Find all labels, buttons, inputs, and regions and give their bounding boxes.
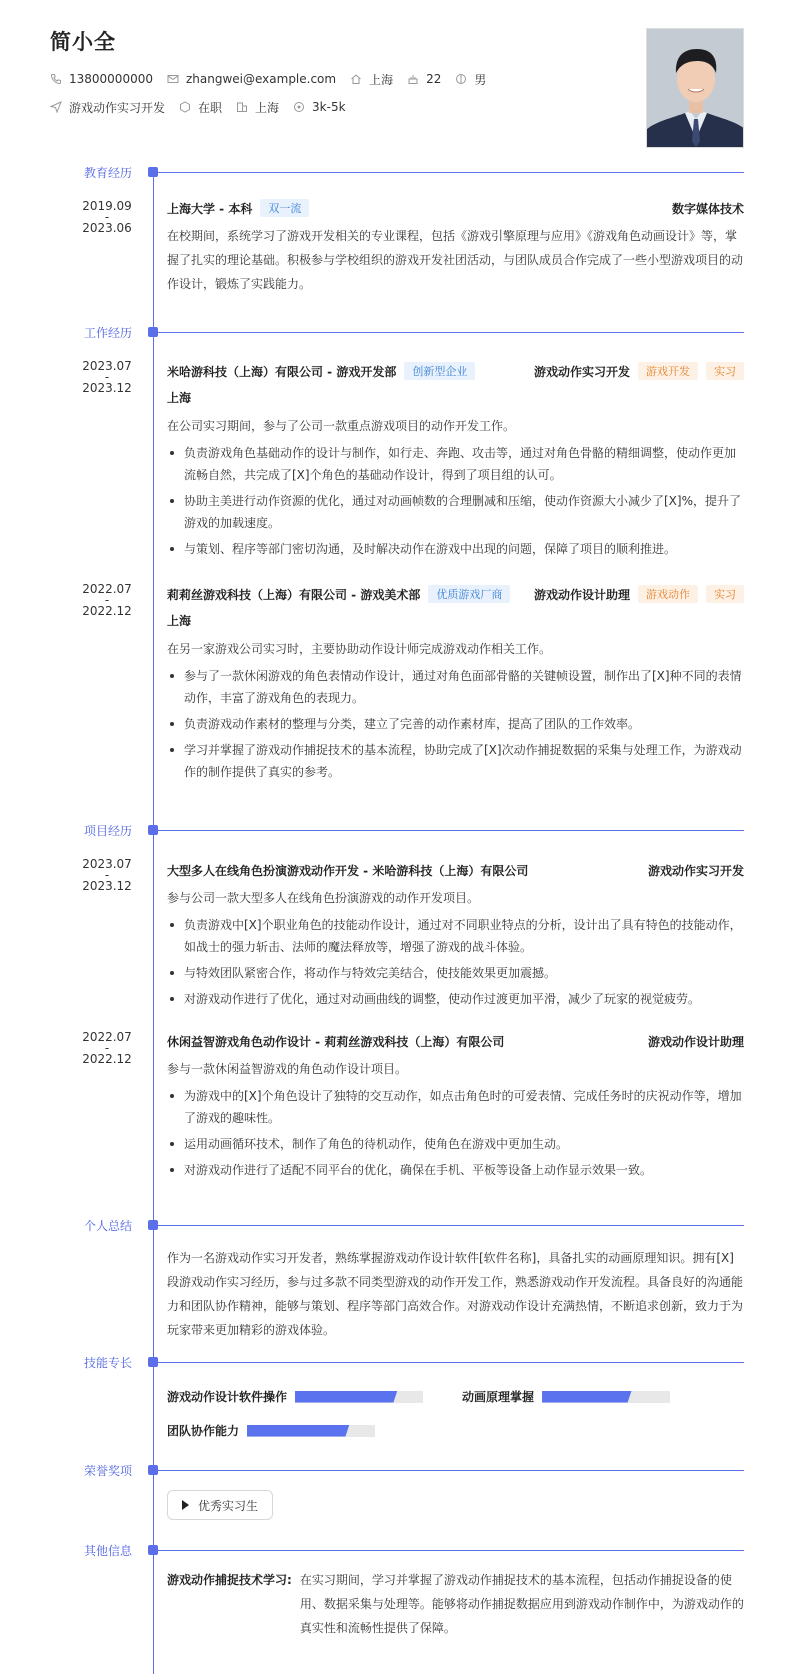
list-item: 负责游戏中[X]个职业角色的技能动作设计，通过对不同职业特点的分析，设计出了具有特色的技能动作，如战士的强力斩击、法师的魔法释放等，增强了游戏的战斗体验。	[167, 914, 744, 958]
skill-bar	[247, 1425, 375, 1437]
list-item: 与策划、程序等部门密切沟通，及时解决动作在游戏中出现的问题，保障了项目的顺利推进。	[167, 538, 744, 560]
timeline-line	[153, 172, 154, 1674]
profile-photo	[646, 28, 744, 148]
contact-row	[50, 70, 650, 88]
resume-header	[50, 26, 650, 116]
section-divider	[158, 1470, 744, 1471]
company-name: 莉莉丝游戏科技（上海）有限公司 - 游戏美术部	[167, 587, 421, 602]
date-start: 2022.07	[82, 1030, 132, 1044]
job-type-tag: 实习	[706, 585, 744, 603]
location-text: 上海	[369, 72, 394, 87]
target-job-text: 游戏动作实习开发	[69, 100, 166, 115]
project-title: 大型多人在线角色扮演游戏动作开发 - 米哈游科技（上海）有限公司	[167, 863, 529, 878]
list-item: 负责游戏角色基础动作的设计与制作，如行走、奔跑、攻击等，通过对角色骨骼的精细调整，使动作更加流畅自然，共完成了[X]个角色的基础动作设计，得到了项目组的认可。	[167, 442, 744, 486]
education-entry	[167, 198, 744, 296]
section-divider	[158, 830, 744, 831]
list-item: 参与了一款休闲游戏的角色表情动作设计，通过对角色面部骨骼的关键帧设置，制作出了[X]种不同的表情动作，丰富了游戏角色的表现力。	[167, 665, 744, 709]
education-date	[78, 200, 136, 234]
education-desc: 在校期间，系统学习了游戏开发相关的专业课程，包括《游戏引擎原理与应用》《游戏角色动画设计》等，掌握了扎实的理论基础。积极参与学校组织的游戏开发社团活动，与团队成员合作完成了一些小型游戏项目的动作设计，锻炼了实践能力。	[167, 229, 744, 291]
education-title: 教育经历	[84, 166, 133, 180]
project-date-2	[78, 1031, 136, 1065]
status-info	[179, 99, 222, 116]
section-marker	[148, 1545, 158, 1555]
job-tag: 游戏开发	[638, 362, 698, 380]
status-icon	[179, 101, 191, 113]
work-city: 上海	[167, 614, 192, 628]
email-text: zhangwei@example.com	[185, 72, 337, 86]
section-divider	[158, 172, 744, 173]
project-date-1	[78, 858, 136, 892]
list-item: 与特效团队紧密合作，将动作与特效完美结合，使技能效果更加震撼。	[167, 962, 744, 984]
location-info	[350, 71, 393, 88]
list-item: 协助主美进行动作资源的优化，通过对动画帧数的合理删减和压缩，使动作资源大小减少了[X]%，提升了游戏的加载速度。	[167, 490, 744, 534]
skill-bar	[295, 1391, 423, 1403]
entry-head	[167, 361, 744, 381]
skill-name: 游戏动作设计软件操作	[167, 1390, 288, 1404]
date-start: 2023.07	[82, 359, 132, 373]
job-role: 游戏动作实习开发	[533, 364, 630, 379]
work-city: 上海	[167, 391, 192, 405]
skill-bar	[542, 1391, 670, 1403]
section-divider	[158, 1362, 744, 1363]
skill-item	[167, 1422, 375, 1439]
project-desc: 参与公司一款大型多人在线角色扮演游戏的动作开发项目。	[167, 891, 480, 905]
date-dash: -	[104, 868, 110, 882]
date-dash: -	[104, 593, 110, 607]
cake-icon	[407, 73, 419, 85]
list-item: 为游戏中的[X]个角色设计了独特的交互动作，如点击角色时的可爱表情、完成任务时的庆祝动作等，增加了游戏的趣味性。	[167, 1085, 744, 1129]
skill-name: 团队协作能力	[167, 1424, 240, 1438]
date-end: 2022.12	[82, 1052, 132, 1066]
job-tag: 游戏动作	[638, 585, 698, 603]
entry-head	[167, 584, 744, 604]
work-desc: 在公司实习期间，参与了公司一款重点游戏项目的动作开发工作。	[167, 419, 516, 433]
age-info	[407, 72, 441, 86]
section-marker	[148, 1220, 158, 1230]
job-type-tag: 实习	[706, 362, 744, 380]
project-desc: 参与一款休闲益智游戏的角色动作设计项目。	[167, 1062, 408, 1076]
date-dash: -	[104, 370, 110, 384]
project-role: 游戏动作设计助理	[647, 1034, 744, 1049]
section-marker	[148, 1465, 158, 1475]
home-icon	[350, 73, 362, 85]
summary-text: 作为一名游戏动作实习开发者，熟练掌握游戏动作设计软件[软件名称]，具备扎实的动画原理知识。拥有[X]段游戏动作实习经历，参与过多款不同类型游戏的动作开发工作，熟悉游戏动作开发流程。具备良好的沟通能力和团队协作精神，能够与策划、程序等部门高效合作。对游戏动作设计充满热情，不断追求创新，致力于为玩家带来更加精彩的游戏体验。	[167, 1251, 744, 1337]
work-title: 工作经历	[84, 326, 133, 340]
project-bullets	[167, 1085, 744, 1181]
section-divider	[158, 1225, 744, 1226]
date-end: 2023.12	[82, 381, 132, 395]
date-end: 2023.12	[82, 879, 132, 893]
work-entry-2	[167, 584, 744, 783]
skill-name: 动画原理掌握	[462, 1390, 535, 1404]
section-marker	[148, 327, 158, 337]
skill-fill	[542, 1391, 632, 1403]
salary-text: 3k-5k	[312, 100, 346, 114]
date-end: 2022.12	[82, 604, 132, 618]
skill-fill	[295, 1391, 397, 1403]
phone-info	[50, 72, 153, 86]
work-bullets	[167, 665, 744, 783]
date-dash: -	[104, 210, 110, 224]
skill-item	[462, 1388, 670, 1405]
building-icon	[236, 101, 248, 113]
school-name: 上海大学 - 本科	[167, 201, 253, 216]
salary-info	[293, 100, 346, 114]
section-marker	[148, 1357, 158, 1367]
other-entry	[167, 1568, 744, 1640]
company-name: 米哈游科技（上海）有限公司 - 游戏开发部	[167, 364, 397, 379]
work-entry-1	[167, 361, 744, 560]
award-text: 优秀实习生	[198, 1498, 259, 1513]
list-item: 对游戏动作进行了优化，通过对动画曲线的调整，使动作过渡更加平滑，减少了玩家的视觉疲劳。	[167, 988, 744, 1010]
work-date-2	[78, 583, 136, 617]
phone-icon	[50, 73, 62, 85]
award-badge	[167, 1490, 273, 1520]
project-bullets	[167, 914, 744, 1010]
avatar-illustration	[647, 29, 744, 148]
skill-fill	[247, 1425, 349, 1437]
other-label: 游戏动作捕捉技术学习:	[167, 1573, 292, 1587]
candidate-name: 简小全	[50, 30, 116, 54]
phone-text: 13800000000	[69, 72, 153, 86]
age-text: 22	[426, 72, 442, 86]
job-row	[50, 98, 650, 116]
gender-icon	[455, 73, 467, 85]
list-item: 对游戏动作进行了适配不同平台的优化，确保在手机、平板等设备上动作显示效果一致。	[167, 1159, 744, 1181]
project-title: 休闲益智游戏角色动作设计 - 莉莉丝游戏科技（上海）有限公司	[167, 1034, 505, 1049]
entry-head	[167, 1031, 744, 1051]
project-role: 游戏动作实习开发	[647, 863, 744, 878]
work-date-1	[78, 360, 136, 394]
mail-icon	[167, 73, 179, 85]
section-divider	[158, 332, 744, 333]
send-icon	[50, 101, 62, 113]
company-tag: 优质游戏厂商	[428, 585, 510, 603]
gender-text: 男	[474, 72, 487, 87]
job-role: 游戏动作设计助理	[533, 587, 630, 602]
list-item: 负责游戏动作素材的整理与分类，建立了完善的动作素材库，提高了团队的工作效率。	[167, 713, 744, 735]
skill-item	[167, 1388, 423, 1405]
gender-info	[455, 71, 486, 88]
work-desc: 在另一家游戏公司实习时，主要协助动作设计师完成游戏动作相关工作。	[167, 642, 552, 656]
list-item: 运用动画循环技术，制作了角色的待机动作，使角色在游戏中更加生动。	[167, 1133, 744, 1155]
status-text: 在职	[198, 100, 223, 115]
section-marker	[148, 825, 158, 835]
target-job-info	[50, 99, 165, 116]
section-marker	[148, 167, 158, 177]
projects-title: 项目经历	[84, 824, 133, 838]
date-start: 2019.09	[82, 199, 132, 213]
date-end: 2023.06	[82, 221, 132, 235]
major: 数字媒体技术	[671, 201, 744, 216]
work-bullets	[167, 442, 744, 560]
other-title: 其他信息	[84, 1544, 133, 1558]
summary-entry	[167, 1242, 744, 1342]
other-text: 在实习期间，学习并掌握了游戏动作捕捉技术的基本流程，包括动作捕捉设备的使用、数据采集与处理等。能够将动作捕捉数据应用到游戏动作制作中，为游戏动作的真实性和流畅性提供了保障。	[299, 1573, 744, 1635]
company-tag: 创新型企业	[404, 362, 475, 380]
play-icon	[182, 1500, 189, 1510]
email-info	[167, 72, 336, 86]
list-item: 学习并掌握了游戏动作捕捉技术的基本流程，协助完成了[X]次动作捕捉数据的采集与处理工作，为游戏动作的制作提供了真实的参考。	[167, 739, 744, 783]
coin-icon	[293, 101, 305, 113]
section-divider	[158, 1550, 744, 1551]
date-start: 2022.07	[82, 582, 132, 596]
school-tag: 双一流	[260, 199, 309, 217]
entry-head	[167, 860, 744, 880]
target-city-text: 上海	[255, 100, 280, 115]
project-entry-1	[167, 860, 744, 1010]
target-city-info	[236, 99, 279, 116]
project-entry-2	[167, 1031, 744, 1181]
entry-head	[167, 198, 744, 218]
date-start: 2023.07	[82, 857, 132, 871]
summary-title: 个人总结	[84, 1219, 133, 1233]
skills-title: 技能专长	[84, 1356, 133, 1370]
awards-title: 荣誉奖项	[84, 1464, 133, 1478]
date-dash: -	[104, 1041, 110, 1055]
